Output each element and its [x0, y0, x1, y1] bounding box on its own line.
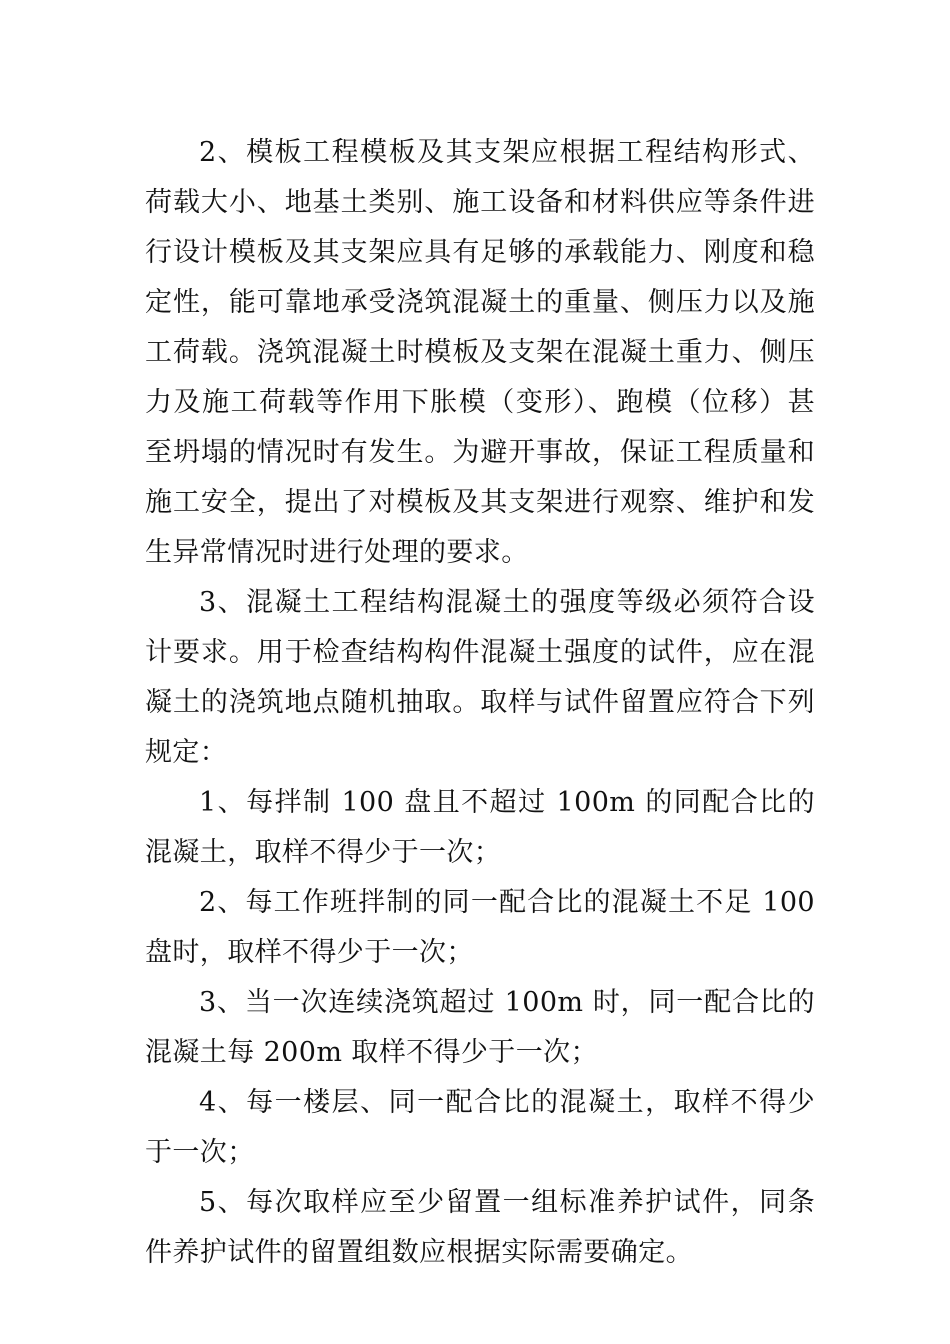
- paragraph-formwork: 2、模板工程模板及其支架应根据工程结构形式、荷载大小、地基土类别、施工设备和材料供应等条件进行设计模板及其支架应具有足够的承载能力、刚度和稳定性，能可靠地承受浇筑混凝土的重量、侧压力以及施工荷载。浇筑混凝土时模板及支架在混凝土重力、侧压力及施工荷载等作用下胀模（变形）、跑模（位移）甚至坍塌的情况时有发生。为避开事故，保证工程质量和施工安全，提出了对模板及其支架进行观察、维护和发生异常情况时进行处理的要求。: [145, 137, 815, 568]
- paragraph-rule-1: 1、每拌制 100 盘且不超过 100m 的同配合比的混凝土，取样不得少于一次；: [145, 787, 815, 868]
- paragraph-rule-2: 2、每工作班拌制的同一配合比的混凝土不足 100 盘时，取样不得少于一次；: [145, 887, 815, 968]
- document-body: [145, 128, 815, 1278]
- paragraph-rule-3: 3、当一次连续浇筑超过 100m 时，同一配合比的混凝土每 200m 取样不得少于一次；: [145, 987, 815, 1068]
- paragraph-rule-4: 4、每一楼层、同一配合比的混凝土，取样不得少于一次；: [145, 1087, 815, 1168]
- paragraph-rule-5: 5、每次取样应至少留置一组标准养护试件，同条件养护试件的留置组数应根据实际需要确定。: [145, 1187, 815, 1268]
- paragraph-concrete-strength: 3、混凝土工程结构混凝土的强度等级必须符合设计要求。用于检查结构构件混凝土强度的试件，应在混凝土的浇筑地点随机抽取。取样与试件留置应符合下列规定：: [145, 587, 815, 768]
